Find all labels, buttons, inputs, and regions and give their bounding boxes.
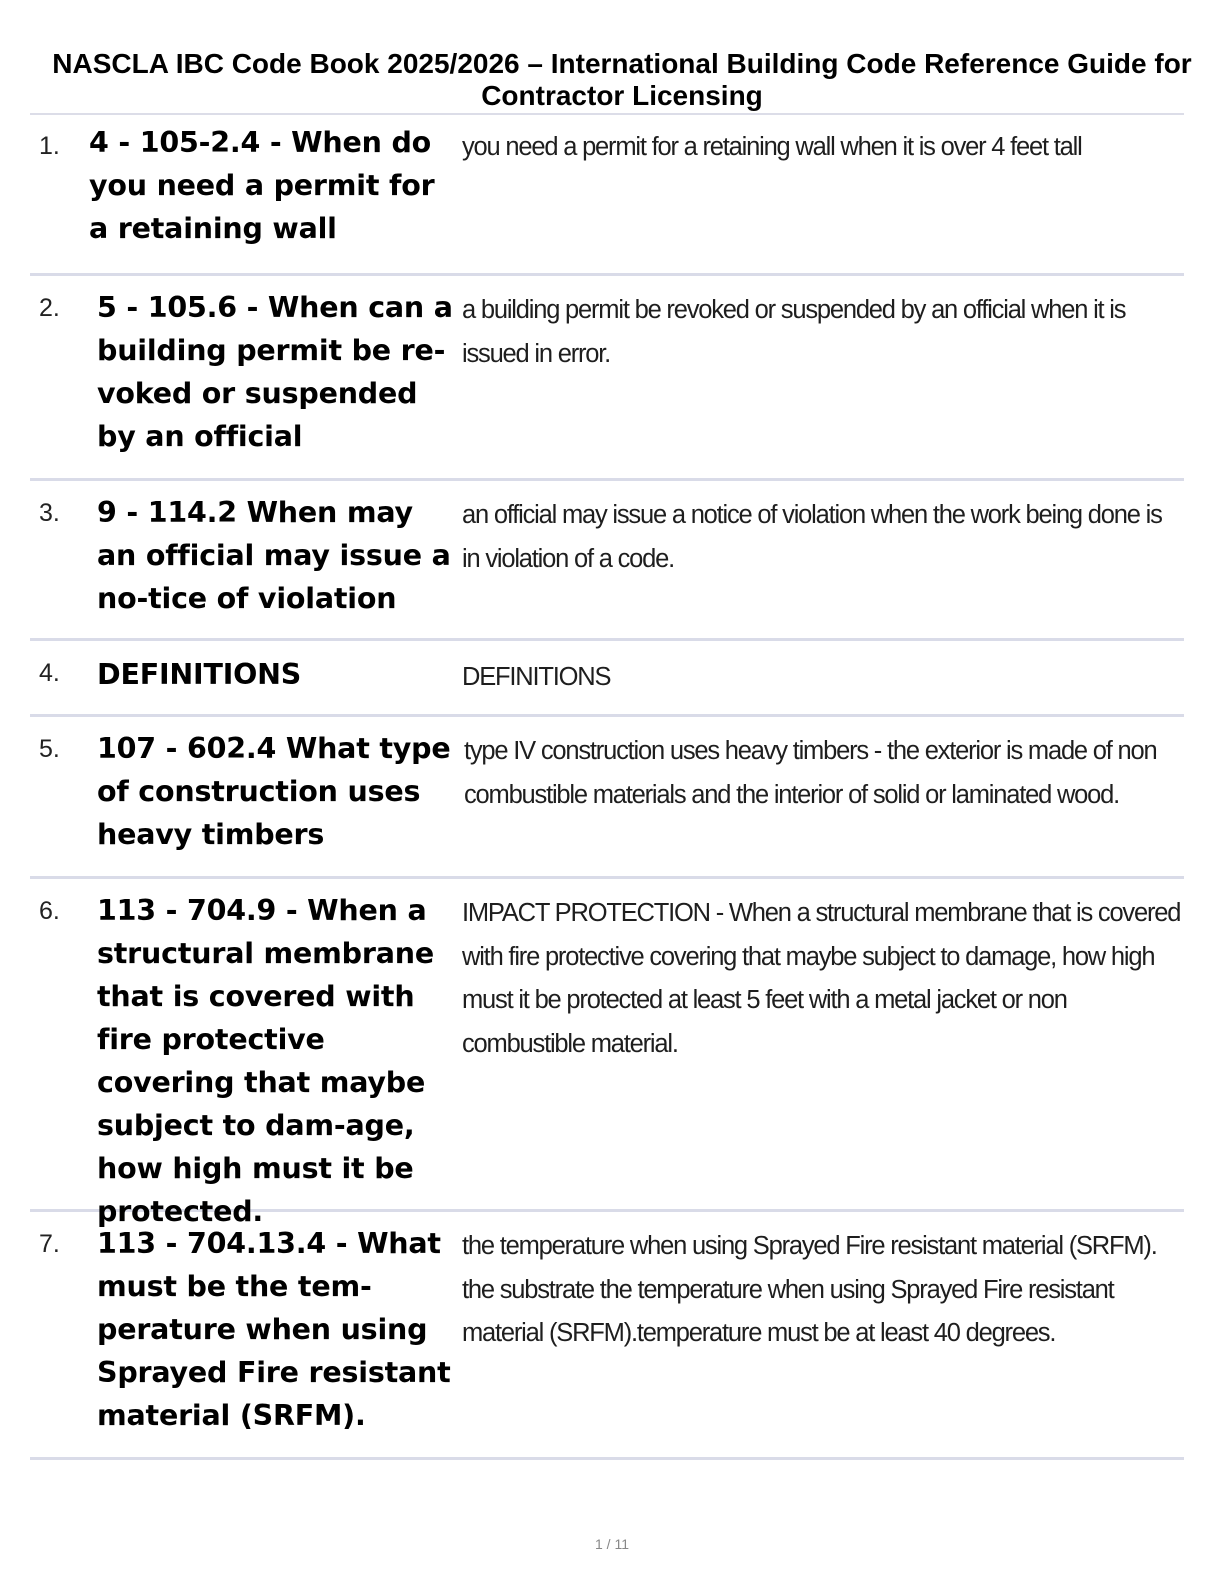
card-term: DEFINITIONS [97, 658, 302, 691]
card-number: 6. [39, 897, 60, 925]
card-number: 3. [39, 499, 60, 527]
card-number: 4. [39, 659, 60, 687]
card-number: 1. [39, 132, 60, 160]
flashcard-row [30, 117, 1184, 276]
card-term: 5 - 105.6 - When can a building permit be re-voked or suspended by an official [97, 291, 453, 453]
title-divider [30, 113, 1184, 115]
card-number: 5. [39, 735, 60, 763]
card-term: 9 - 114.2 When may an official may issue a no-tice of violation [97, 496, 451, 615]
flashcard-row [30, 879, 1184, 1228]
flashcard-row [30, 641, 1184, 717]
card-term: 113 - 704.13.4 - What must be the tem-perature when using Sprayed Fire resistant material (SRFM). [97, 1227, 451, 1432]
flashcard-list [30, 117, 1184, 1460]
document-title: NASCLA IBC Code Book 2025/2026 – International Building Code Reference Guide for Contractor Licensing [52, 48, 1192, 111]
card-term: 107 - 602.4 What type of construction uses heavy timbers [97, 732, 451, 851]
flashcard-row [30, 1212, 1184, 1460]
card-definition: the temperature when using Sprayed Fire resistant material (SRFM). the substrate the temperature when using Sprayed Fire resistant material (SRFM).temperature must be at least 40 degrees. [462, 1232, 1157, 1347]
card-term: 113 - 704.9 - When a structural membrane that is covered with fire protective covering that maybe subject to dam-age, how high must it be protected. [97, 894, 434, 1228]
flashcard-row [30, 717, 1184, 879]
page-number: 1 / 11 [595, 1536, 629, 1552]
flashcard-row [30, 276, 1184, 481]
card-definition: DEFINITIONS [462, 663, 611, 691]
card-definition: a building permit be revoked or suspended by an official when it is issued in error. [462, 296, 1126, 368]
card-definition: type IV construction uses heavy timbers - the exterior is made of non combustible materials and the interior of solid or laminated wood. [464, 737, 1157, 809]
card-term: 4 - 105-2.4 - When do you need a permit for a retaining wall [89, 126, 435, 245]
flashcard-row [30, 481, 1184, 641]
card-definition: IMPACT PROTECTION - When a structural membrane that is covered with fire protective covering that maybe subject to damage, how high must it be protected at least 5 feet with a metal jacket or non combustible material. [462, 899, 1181, 1058]
card-definition: an official may issue a notice of violation when the work being done is in violation of a code. [462, 501, 1162, 573]
card-number: 7. [39, 1230, 60, 1258]
card-definition: you need a permit for a retaining wall when it is over 4 feet tall [462, 133, 1082, 161]
card-number: 2. [39, 294, 60, 322]
